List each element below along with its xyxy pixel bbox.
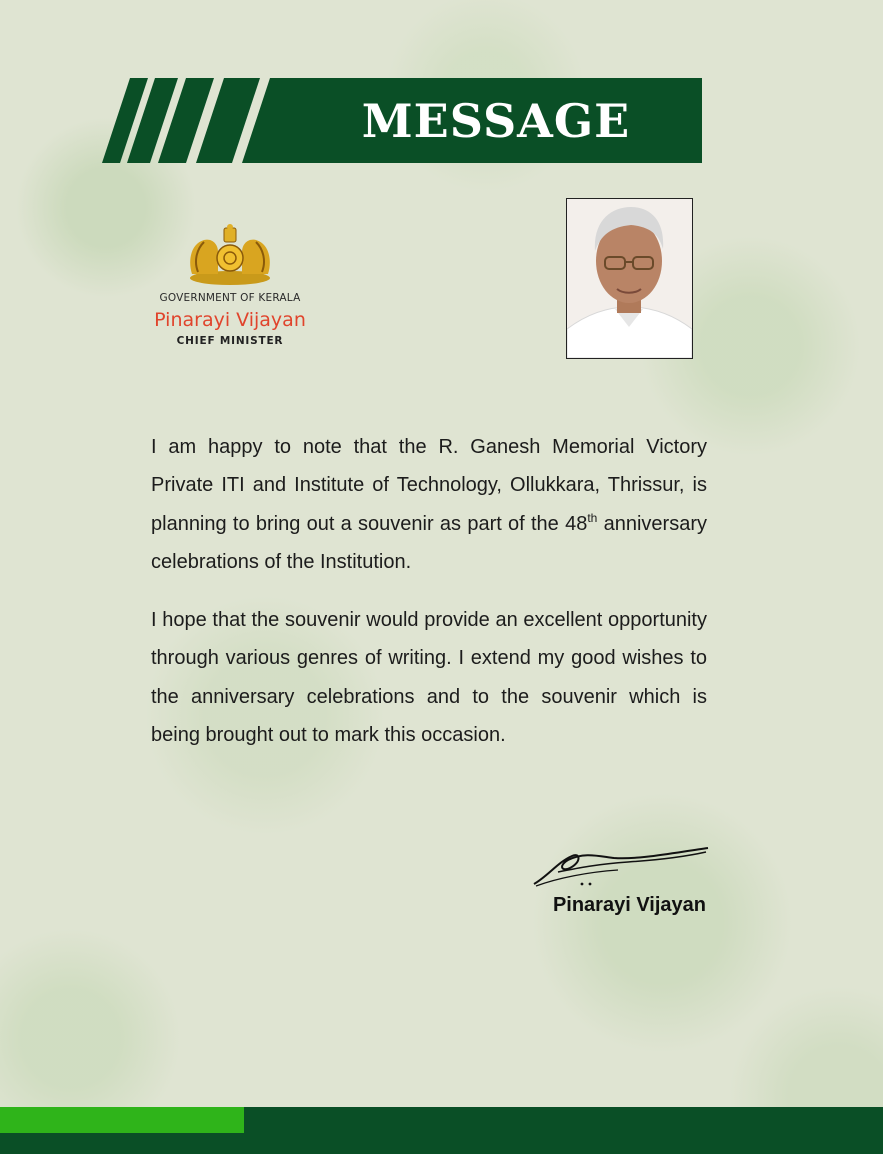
handwritten-signature [528,842,712,890]
portrait-photo [566,198,693,359]
government-label: GOVERNMENT OF KERALA [159,292,301,304]
message-banner [100,78,702,163]
message-paragraph-2: I hope that the souvenir would provide an excellent opportunity through various genres of writing. I extend my good wishes to the anniversary celebrations and to the souvenir which is being brought out to mark this occasion. [151,609,707,747]
letterhead [150,222,310,347]
paragraph-1-text: I am happy to note that the R. Ganesh Memorial Victory Private ITI and Institute of Technology, Ollukkara, Thrissur, is planning to bring out a souvenir as part of the 48 [151,436,707,535]
paragraph-1-continuation: anniversary celebrations of the Institution. [151,512,707,573]
message-paragraph-1 [151,428,707,581]
portrait-image [567,199,692,358]
message-body [151,428,707,774]
ordinal-suffix: th [587,510,598,525]
signatory-name: Pinarayi Vijayan [552,894,706,916]
kerala-emblem-icon [182,222,278,288]
banner-title: MESSAGE [361,93,631,148]
footer-accent-bar [0,1107,244,1133]
chief-minister-designation: CHIEF MINISTER [176,335,284,347]
chief-minister-name: Pinarayi Vijayan [154,309,306,331]
